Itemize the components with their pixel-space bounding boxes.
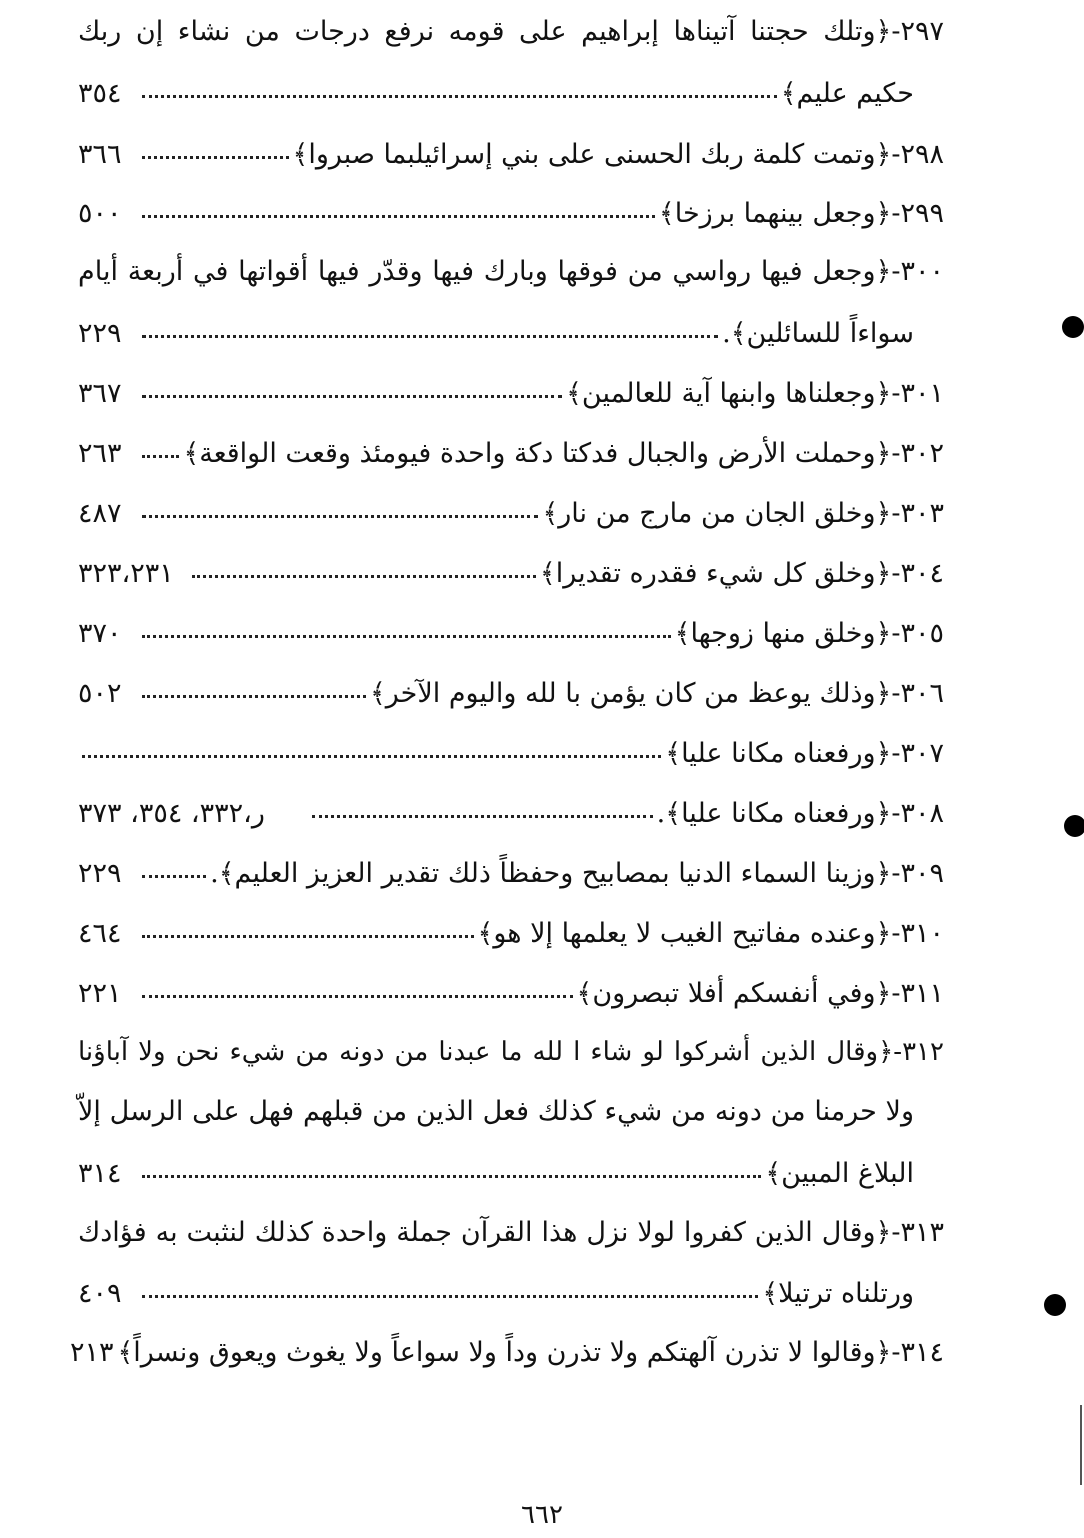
entry-text: ٢٩٨-﴿وتمت كلمة ربك الحسنى على بني إسرائيلبما صبروا﴾: [292, 139, 944, 170]
index-entry-304: [78, 552, 944, 592]
index-entry-311: [78, 972, 944, 1012]
punch-hole-mark: [1064, 815, 1084, 837]
index-entry-300-cont: [78, 312, 914, 352]
entry-page-number: ٤٠٩: [78, 1278, 122, 1309]
entry-page-number: ٤٦٤: [78, 918, 122, 949]
leader-dots: [142, 972, 573, 1002]
leader-dots: [312, 792, 653, 822]
leader-dots: [142, 312, 718, 342]
entry-page-number: ٥٠٠: [78, 198, 122, 229]
entry-text: حكيم عليم﴾: [780, 78, 914, 109]
entry-text: ٣١٢-﴿وقال الذين أشركوا لو شاء ا لله ما عبدنا من دونه من شيء نحن ولا آباؤنا: [78, 1037, 944, 1067]
index-entry-302: [78, 432, 944, 472]
entry-page-number: ٣٧٠: [78, 618, 122, 649]
index-entry-299: [78, 192, 944, 232]
index-entry-300: [78, 252, 944, 292]
index-entry-313: [78, 1213, 944, 1253]
leader-dots: [142, 1152, 761, 1182]
scan-edge-line: [1080, 1405, 1082, 1485]
entry-text: ٣٠٤-﴿وخلق كل شيء فقدره تقديرا﴾: [539, 558, 944, 589]
leader-dots: [142, 192, 655, 222]
index-entry-312: [78, 1032, 944, 1072]
entry-page-number: ٢٢٩: [78, 858, 122, 889]
entry-text: ٣١٤-﴿وقالوا لا تذرن آلهتكم ولا تذرن وداً ولا سواعاً ولا يغوث ويعوق ونسراً﴾: [117, 1337, 944, 1368]
index-entry-312-cont: [78, 1092, 914, 1132]
entry-text: ٣١٣-﴿وقال الذين كفروا لولا نزل هذا القرآن جملة واحدة كذلك لنثبت به فؤادك: [78, 1217, 944, 1248]
index-entry-308: [78, 792, 944, 832]
index-entry-312-cont2: [78, 1152, 914, 1192]
entry-text: البلاغ المبين﴾: [765, 1158, 914, 1189]
entry-text: ٣٠٥-﴿وخلق منها زوجها﴾: [674, 618, 944, 649]
entry-page-number: ر،٣٣٢، ٣٥٤، ٣٧٣: [78, 798, 265, 829]
index-entry-309: [78, 852, 944, 892]
entry-text: ٢٩٩-﴿وجعل بينهما برزخا﴾: [658, 198, 944, 229]
entry-text: ٢٩٧-﴿وتلك حجتنا آتيناها إبراهيم على قومه نرفع درجات من نشاء إن ربك: [78, 16, 944, 47]
entry-page-number: ٢١٣: [69, 1337, 114, 1368]
index-entry-306: [78, 672, 944, 712]
index-entry-298: [78, 133, 944, 173]
leader-dots: [142, 612, 671, 642]
entry-text: ٣٠٣-﴿وخلق الجان من مارج من نار﴾: [542, 498, 944, 529]
entry-page-number: ٤٨٧: [78, 498, 122, 529]
entry-text: سواءاً للسائلين﴾.: [722, 318, 914, 349]
entry-page-number: ٣٦٧: [78, 378, 122, 409]
leader-dots: [142, 912, 474, 942]
entry-text: ولا حرمنا من دونه من شيء كذلك فعل الذين من قبلهم فهل على الرسل إلاّ: [78, 1096, 914, 1127]
index-entry-313-cont: [78, 1272, 914, 1312]
leader-dots: [142, 672, 366, 702]
index-entry-310: [78, 912, 944, 952]
entry-page-number: ٢٦٣: [78, 438, 122, 469]
leader-dots: [142, 372, 562, 402]
leader-dots: [142, 432, 179, 462]
entry-page-number: ٢٢٩: [78, 318, 122, 349]
index-entry-301: [78, 372, 944, 412]
leader-dots: [142, 133, 289, 163]
entry-text: ٣٠٨-﴿ورفعناه مكانا عليا﴾.: [656, 798, 944, 829]
index-entry-297-cont: [78, 72, 914, 112]
entry-text: ٣١٠-﴿وعنده مفاتيح الغيب لا يعلمها إلا هو﴾: [477, 918, 944, 949]
punch-hole-mark: [1062, 316, 1084, 338]
entry-text: ٣٠٧-﴿ورفعناه مكانا عليا﴾: [665, 738, 944, 769]
entry-page-number: ٣٢٣،٢٣١: [78, 558, 174, 589]
entry-page-number: ٣٥٤: [78, 78, 122, 109]
entry-page-number: ٥٠٢: [78, 678, 122, 709]
index-entry-314: [6, 1333, 944, 1373]
entry-text: ٣٠٠-﴿وجعل فيها رواسي من فوقها وبارك فيها وقدّر فيها أقواتها في أربعة أيام: [78, 256, 944, 287]
index-entry-297: [78, 12, 944, 52]
leader-dots: [192, 552, 536, 582]
entry-text: ٣١١-﴿وفي أنفسكم أفلا تبصرون﴾: [576, 978, 944, 1009]
entry-text: ٣٠٩-﴿وزينا السماء الدنيا بمصابيح وحفظاً ذلك تقدير العزيز العليم﴾.: [210, 858, 944, 889]
entry-text: ٣٠٢-﴿وحملت الأرض والجبال فدكتا دكة واحدة فيومئذ وقعت الواقعة﴾: [183, 438, 944, 469]
leader-dots: [82, 732, 661, 762]
entry-page-number: ٣٦٦: [78, 139, 122, 170]
leader-dots: [142, 492, 538, 522]
page-number: ٦٦٢: [521, 1500, 563, 1530]
index-entry-305: [78, 612, 944, 652]
leader-dots: [142, 1272, 758, 1302]
leader-dots: [142, 852, 206, 882]
entry-page-number: ٢٢١: [78, 978, 122, 1009]
entry-text: ورتلناه ترتيلا﴾: [762, 1278, 914, 1309]
entry-page-number: ٣١٤: [78, 1158, 122, 1189]
leader-dots: [142, 72, 777, 102]
index-entry-307: [78, 732, 944, 772]
index-entry-303: [78, 492, 944, 532]
entry-text: ٣٠٦-﴿وذلك يوعظ من كان يؤمن با لله واليوم الآخر﴾: [369, 678, 944, 709]
entry-text: ٣٠١-﴿وجعلناها وابنها آية للعالمين﴾: [566, 378, 944, 409]
punch-hole-mark: [1044, 1294, 1066, 1316]
